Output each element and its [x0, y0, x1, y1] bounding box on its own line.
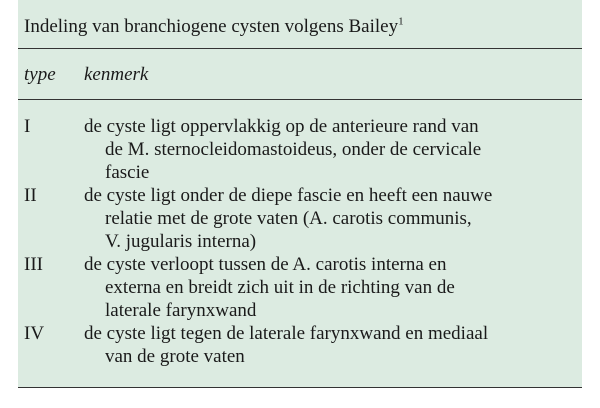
- kenmerk-line: externa en breidt zich uit in de richting van de: [105, 277, 455, 298]
- row-kenmerk-cell: [84, 184, 582, 253]
- kenmerk-line: relatie met de grote vaten (A. carotis communis,: [105, 208, 472, 229]
- kenmerk-line: V. jugularis interna): [105, 231, 257, 252]
- table-header-row: [18, 48, 582, 100]
- kenmerk-line: de cyste verloopt tussen de A. carotis interna en: [84, 254, 447, 275]
- table-row: [18, 322, 582, 368]
- table-row: [18, 115, 582, 184]
- footnote-reference: 1: [398, 15, 404, 28]
- kenmerk-line: laterale farynxwand: [105, 300, 257, 321]
- table-title: [24, 16, 404, 38]
- kenmerk-line: van de grote vaten: [105, 346, 245, 367]
- row-type-cell: III: [24, 254, 43, 275]
- table-row: [18, 253, 582, 322]
- row-kenmerk-cell: [84, 322, 582, 368]
- kenmerk-line: de cyste ligt oppervlakkig op de anterieure rand van: [84, 116, 479, 137]
- table-row: [18, 184, 582, 253]
- table-title-text: Indeling van branchiogene cysten volgens Bailey: [24, 16, 399, 37]
- row-type-cell: I: [24, 116, 31, 137]
- row-type-cell: IV: [24, 323, 45, 344]
- column-header-type: type: [24, 64, 56, 85]
- kenmerk-line: de M. sternocleidomastoideus, onder de cervicale: [105, 139, 482, 160]
- table-body: [18, 115, 582, 368]
- row-kenmerk-cell: [84, 253, 582, 322]
- kenmerk-line: de cyste ligt tegen de laterale farynxwand en mediaal: [84, 323, 489, 344]
- row-type-cell: II: [24, 185, 37, 206]
- column-header-kenmerk: kenmerk: [84, 64, 149, 85]
- table-title-row: [18, 0, 582, 49]
- kenmerk-line: fascie: [105, 162, 150, 183]
- table-panel: [18, 0, 582, 388]
- kenmerk-line: de cyste ligt onder de diepe fascie en heeft een nauwe: [84, 185, 493, 206]
- row-kenmerk-cell: [84, 115, 582, 184]
